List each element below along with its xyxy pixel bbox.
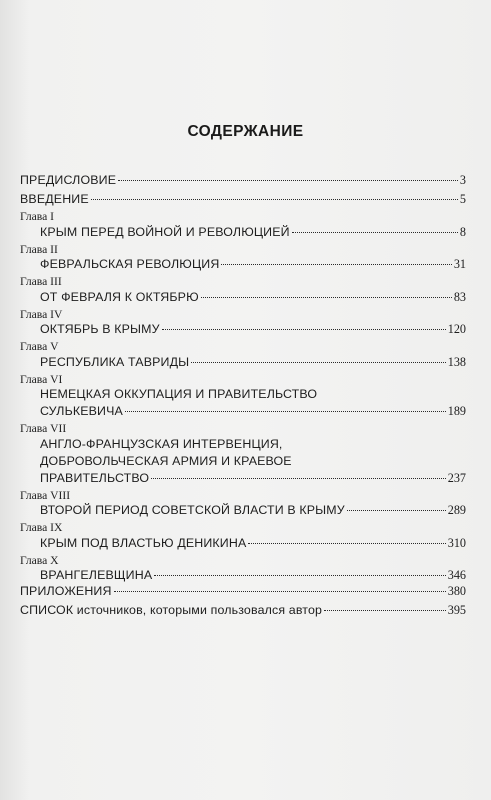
toc-page-number: 189 bbox=[447, 404, 466, 418]
dot-leader bbox=[324, 610, 446, 611]
dot-leader bbox=[91, 199, 458, 200]
dot-leader bbox=[221, 264, 451, 265]
toc-page-number: 395 bbox=[447, 603, 466, 617]
toc-entry-label: КРЫМ ПОД ВЛАСТЬЮ ДЕНИКИНА bbox=[40, 535, 247, 550]
toc-page-number: 8 bbox=[459, 224, 466, 239]
page-title: СОДЕРЖАНИЕ bbox=[187, 123, 304, 140]
toc-page-number: 138 bbox=[447, 354, 466, 369]
toc-entry-title-line: АНГЛО-ФРАНЦУЗСКАЯ ИНТЕРВЕНЦИЯ, bbox=[40, 436, 283, 451]
toc-page-number: 346 bbox=[447, 568, 466, 582]
dot-leader bbox=[114, 591, 446, 592]
toc-entry-label: ПРИЛОЖЕНИЯ bbox=[20, 584, 112, 598]
dot-leader bbox=[162, 329, 446, 330]
toc-entry-chapter-4[interactable] bbox=[20, 321, 466, 337]
toc-page-number: 3 bbox=[459, 173, 466, 187]
toc-entry-appendix[interactable] bbox=[20, 583, 466, 599]
dot-leader bbox=[125, 411, 446, 412]
toc-page-number: 31 bbox=[453, 257, 466, 271]
toc-entry-label: КРЫМ ПЕРЕД ВОЙНОЙ И РЕВОЛЮЦИЕЙ bbox=[40, 224, 290, 239]
chapter-number: Глава III bbox=[20, 275, 62, 288]
toc-entry-chapter-1[interactable] bbox=[20, 224, 466, 240]
toc-entry-label: ОТ ФЕВРАЛЯ К ОКТЯБРЮ bbox=[40, 289, 199, 304]
toc-entry-title-line: НЕМЕЦКАЯ ОККУПАЦИЯ И ПРАВИТЕЛЬСТВО bbox=[40, 387, 318, 401]
toc-entry-title-line: ДОБРОВОЛЬЧЕСКАЯ АРМИЯ И КРАЕВОЕ bbox=[40, 453, 292, 468]
toc-entry-label: СПИСОК источников, которыми пользовался автор bbox=[20, 603, 323, 617]
toc-page-number: 237 bbox=[447, 470, 466, 485]
toc-entry-intro[interactable] bbox=[20, 191, 466, 207]
toc-entry-chapter-5[interactable] bbox=[20, 354, 466, 370]
chapter-number: Глава VI bbox=[20, 372, 63, 386]
chapter-number: Глава VIII bbox=[20, 488, 71, 502]
chapter-number: Глава I bbox=[20, 210, 54, 223]
toc-entry-chapter-2[interactable] bbox=[20, 256, 466, 272]
table-of-contents bbox=[20, 172, 466, 618]
toc-entry-preface[interactable] bbox=[20, 172, 466, 188]
toc-entry-chapter-9[interactable] bbox=[20, 535, 466, 551]
chapter-number: Глава V bbox=[20, 340, 59, 353]
toc-page-number: 83 bbox=[453, 289, 466, 304]
toc-entry-label: ВТОРОЙ ПЕРИОД СОВЕТСКОЙ ВЛАСТИ В КРЫМУ bbox=[40, 503, 345, 517]
toc-entry-label: ВВЕДЕНИЕ bbox=[20, 192, 89, 206]
toc-entry-sources[interactable] bbox=[20, 602, 466, 618]
toc-entry-label: ФЕВРАЛЬСКАЯ РЕВОЛЮЦИЯ bbox=[40, 257, 220, 271]
toc-page-number: 289 bbox=[447, 503, 466, 517]
toc-entry-chapter-7[interactable] bbox=[20, 470, 466, 486]
toc-entry-chapter-10[interactable] bbox=[20, 567, 466, 583]
dot-leader bbox=[347, 510, 446, 511]
toc-page-number: 310 bbox=[447, 535, 466, 550]
toc-page-number: 120 bbox=[447, 322, 466, 336]
toc-page-number: 5 bbox=[459, 192, 466, 206]
toc-entry-label: ПРАВИТЕЛЬСТВО bbox=[40, 470, 150, 485]
toc-entry-chapter-6[interactable] bbox=[20, 403, 466, 419]
dot-leader bbox=[151, 478, 446, 479]
toc-entry-label: ВРАНГЕЛЕВЩИНА bbox=[40, 568, 153, 582]
toc-entry-label: РЕСПУБЛИКА ТАВРИДЫ bbox=[40, 354, 190, 369]
toc-entry-chapter-8[interactable] bbox=[20, 502, 466, 518]
toc-entry-chapter-3[interactable] bbox=[20, 289, 466, 305]
dot-leader bbox=[154, 575, 445, 576]
chapter-number: Глава IV bbox=[20, 307, 63, 321]
dot-leader bbox=[191, 362, 445, 363]
dot-leader bbox=[201, 297, 452, 298]
chapter-number: Глава II bbox=[20, 242, 58, 256]
toc-page-number: 380 bbox=[447, 584, 466, 598]
chapter-number: Глава X bbox=[20, 553, 59, 567]
dot-leader bbox=[292, 232, 458, 233]
dot-leader bbox=[118, 180, 458, 181]
toc-entry-label: СУЛЬКЕВИЧА bbox=[40, 404, 123, 418]
chapter-number: Глава IX bbox=[20, 521, 63, 534]
toc-entry-label: ПРЕДИСЛОВИЕ bbox=[20, 173, 117, 187]
dot-leader bbox=[248, 543, 445, 544]
chapter-number: Глава VII bbox=[20, 422, 67, 435]
toc-entry-label: ОКТЯБРЬ В КРЫМУ bbox=[40, 322, 160, 336]
